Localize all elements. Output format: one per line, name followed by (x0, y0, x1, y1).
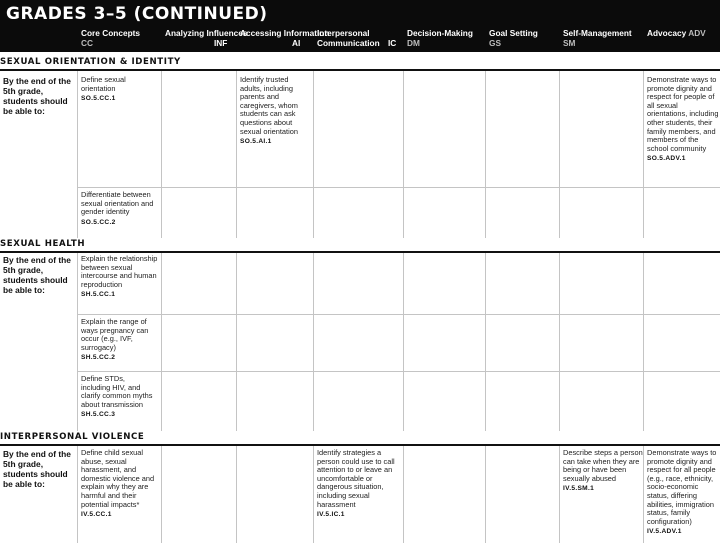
column-header-name: Decision-Making (407, 28, 473, 38)
grid-line (403, 252, 404, 431)
grid-line (313, 446, 314, 543)
grid-line (643, 70, 644, 250)
row-label: By the end of the 5th grade, students should be able to: (3, 255, 71, 295)
column-header-analyzing-influences (165, 28, 248, 38)
standard-text: Describe steps a person can take when they are being or have been sexually abused (563, 448, 643, 483)
grid-line (161, 446, 162, 543)
grid-line (236, 70, 237, 250)
grid-line (485, 70, 486, 250)
column-header-abbr: IC (388, 38, 397, 48)
column-header-core-concepts (81, 28, 140, 48)
column-header-self-management (563, 28, 632, 48)
column-header-name: Advocacy (647, 28, 687, 38)
standard-code: IV.5.ADV.1 (647, 528, 682, 536)
standard-cell (240, 76, 310, 147)
column-header-abbr: ADV (688, 28, 706, 38)
grid-line (559, 70, 560, 250)
standard-cell (81, 76, 157, 104)
standard-text: Identify strategies a person could use to call attention to or leave an uncomfortable or dangerous situation, including sexual harassment (317, 448, 395, 509)
grid-line (643, 252, 644, 431)
grid-line (403, 446, 404, 543)
standard-code: SH.5.CC.1 (81, 291, 116, 299)
row-divider (77, 314, 720, 315)
title-bar (0, 0, 720, 52)
grid-line (161, 70, 162, 250)
section-header (0, 431, 720, 446)
standard-code: IV.5.IC.1 (317, 511, 345, 519)
column-header-name: Analyzing Influences (165, 28, 248, 38)
standard-text: Define child sexual abuse, sexual harassment, and domestic violence and explain why they are harmful and their potential impacts* (81, 448, 155, 509)
grid-line (77, 252, 78, 431)
grid-line (485, 252, 486, 431)
grid-line (643, 446, 644, 543)
section-header (0, 56, 720, 71)
standard-code: SO.5.CC.1 (81, 95, 116, 103)
grid-line (403, 70, 404, 250)
grid-line (559, 446, 560, 543)
standard-code: SH.5.CC.2 (81, 354, 116, 362)
standard-code: IV.5.SM.1 (563, 485, 595, 493)
row-divider (77, 371, 720, 372)
section-title: INTERPERSONAL VIOLENCE (0, 432, 145, 442)
standard-cell (81, 318, 159, 363)
standard-cell (563, 449, 643, 494)
standard-cell (317, 449, 401, 520)
row-label: By the end of the 5th grade, students should be able to: (3, 449, 71, 489)
standard-code: IV.5.CC.1 (81, 511, 112, 519)
standard-cell (81, 191, 157, 227)
page-title: GRADES 3–5 (CONTINUED) (6, 4, 268, 24)
standard-text: Explain the relationship between sexual intercourse and human reproduction (81, 254, 158, 289)
column-header-abbr: GS (489, 38, 501, 48)
grid-line (236, 252, 237, 431)
row-divider (77, 187, 720, 188)
section-title: SEXUAL ORIENTATION & IDENTITY (0, 57, 181, 67)
column-header-name: Interpersonal Communication (317, 28, 380, 48)
standard-text: Demonstrate ways to promote dignity and respect for all people (e.g., race, ethnicity, socio-economic status, differing abilities, immigration status, family configuration) (647, 448, 717, 526)
column-header-advocacy (647, 28, 706, 38)
grid-line (236, 446, 237, 543)
column-header-abbr: SM (563, 38, 576, 48)
column-header-goal-setting (489, 28, 538, 48)
standard-code: SO.5.AI.1 (240, 138, 272, 146)
section-title: SEXUAL HEALTH (0, 239, 86, 249)
grid-line (313, 252, 314, 431)
column-header-name: Self-Management (563, 28, 632, 38)
column-header-name: Accessing Information (240, 28, 330, 38)
column-header-abbr: DM (407, 38, 420, 48)
standard-cell (647, 449, 719, 537)
standard-text: Demonstrate ways to promote dignity and respect for people of all sexual orientations, including other students, their family members, and members of the school community (647, 75, 719, 153)
standard-text: Differentiate between sexual orientation and gender identity (81, 190, 154, 217)
standard-code: SO.5.ADV.1 (647, 155, 686, 163)
grid-line (77, 446, 78, 543)
standard-code: SH.5.CC.3 (81, 411, 116, 419)
standard-text: Define STDs, including HIV, and clarify common myths about transmission (81, 374, 153, 409)
section-header (0, 238, 720, 253)
grid-line (77, 70, 78, 250)
standard-code: SO.5.CC.2 (81, 218, 116, 226)
column-header-abbr: INF (214, 38, 228, 48)
column-header-abbr: CC (81, 38, 93, 48)
standard-cell (81, 375, 155, 420)
standard-cell (647, 76, 719, 164)
column-header-decision-making (407, 28, 473, 48)
standard-text: Identify trusted adults, including parents and caregivers, whom students can ask questions about sexual orientation (240, 75, 298, 136)
column-header-name: Core Concepts (81, 28, 141, 38)
standard-text: Explain the range of ways pregnancy can occur (e.g., IVF, surrogacy) (81, 317, 149, 352)
column-header-abbr: AI (292, 38, 301, 48)
column-header-name: Goal Setting (489, 28, 538, 38)
standard-text: Define sexual orientation (81, 75, 126, 93)
grid-line (313, 70, 314, 250)
grid-line (161, 252, 162, 431)
standard-cell (81, 449, 161, 520)
grid-line (485, 446, 486, 543)
standard-cell (81, 255, 161, 300)
row-label: By the end of the 5th grade, students should be able to: (3, 76, 71, 116)
grid-line (559, 252, 560, 431)
